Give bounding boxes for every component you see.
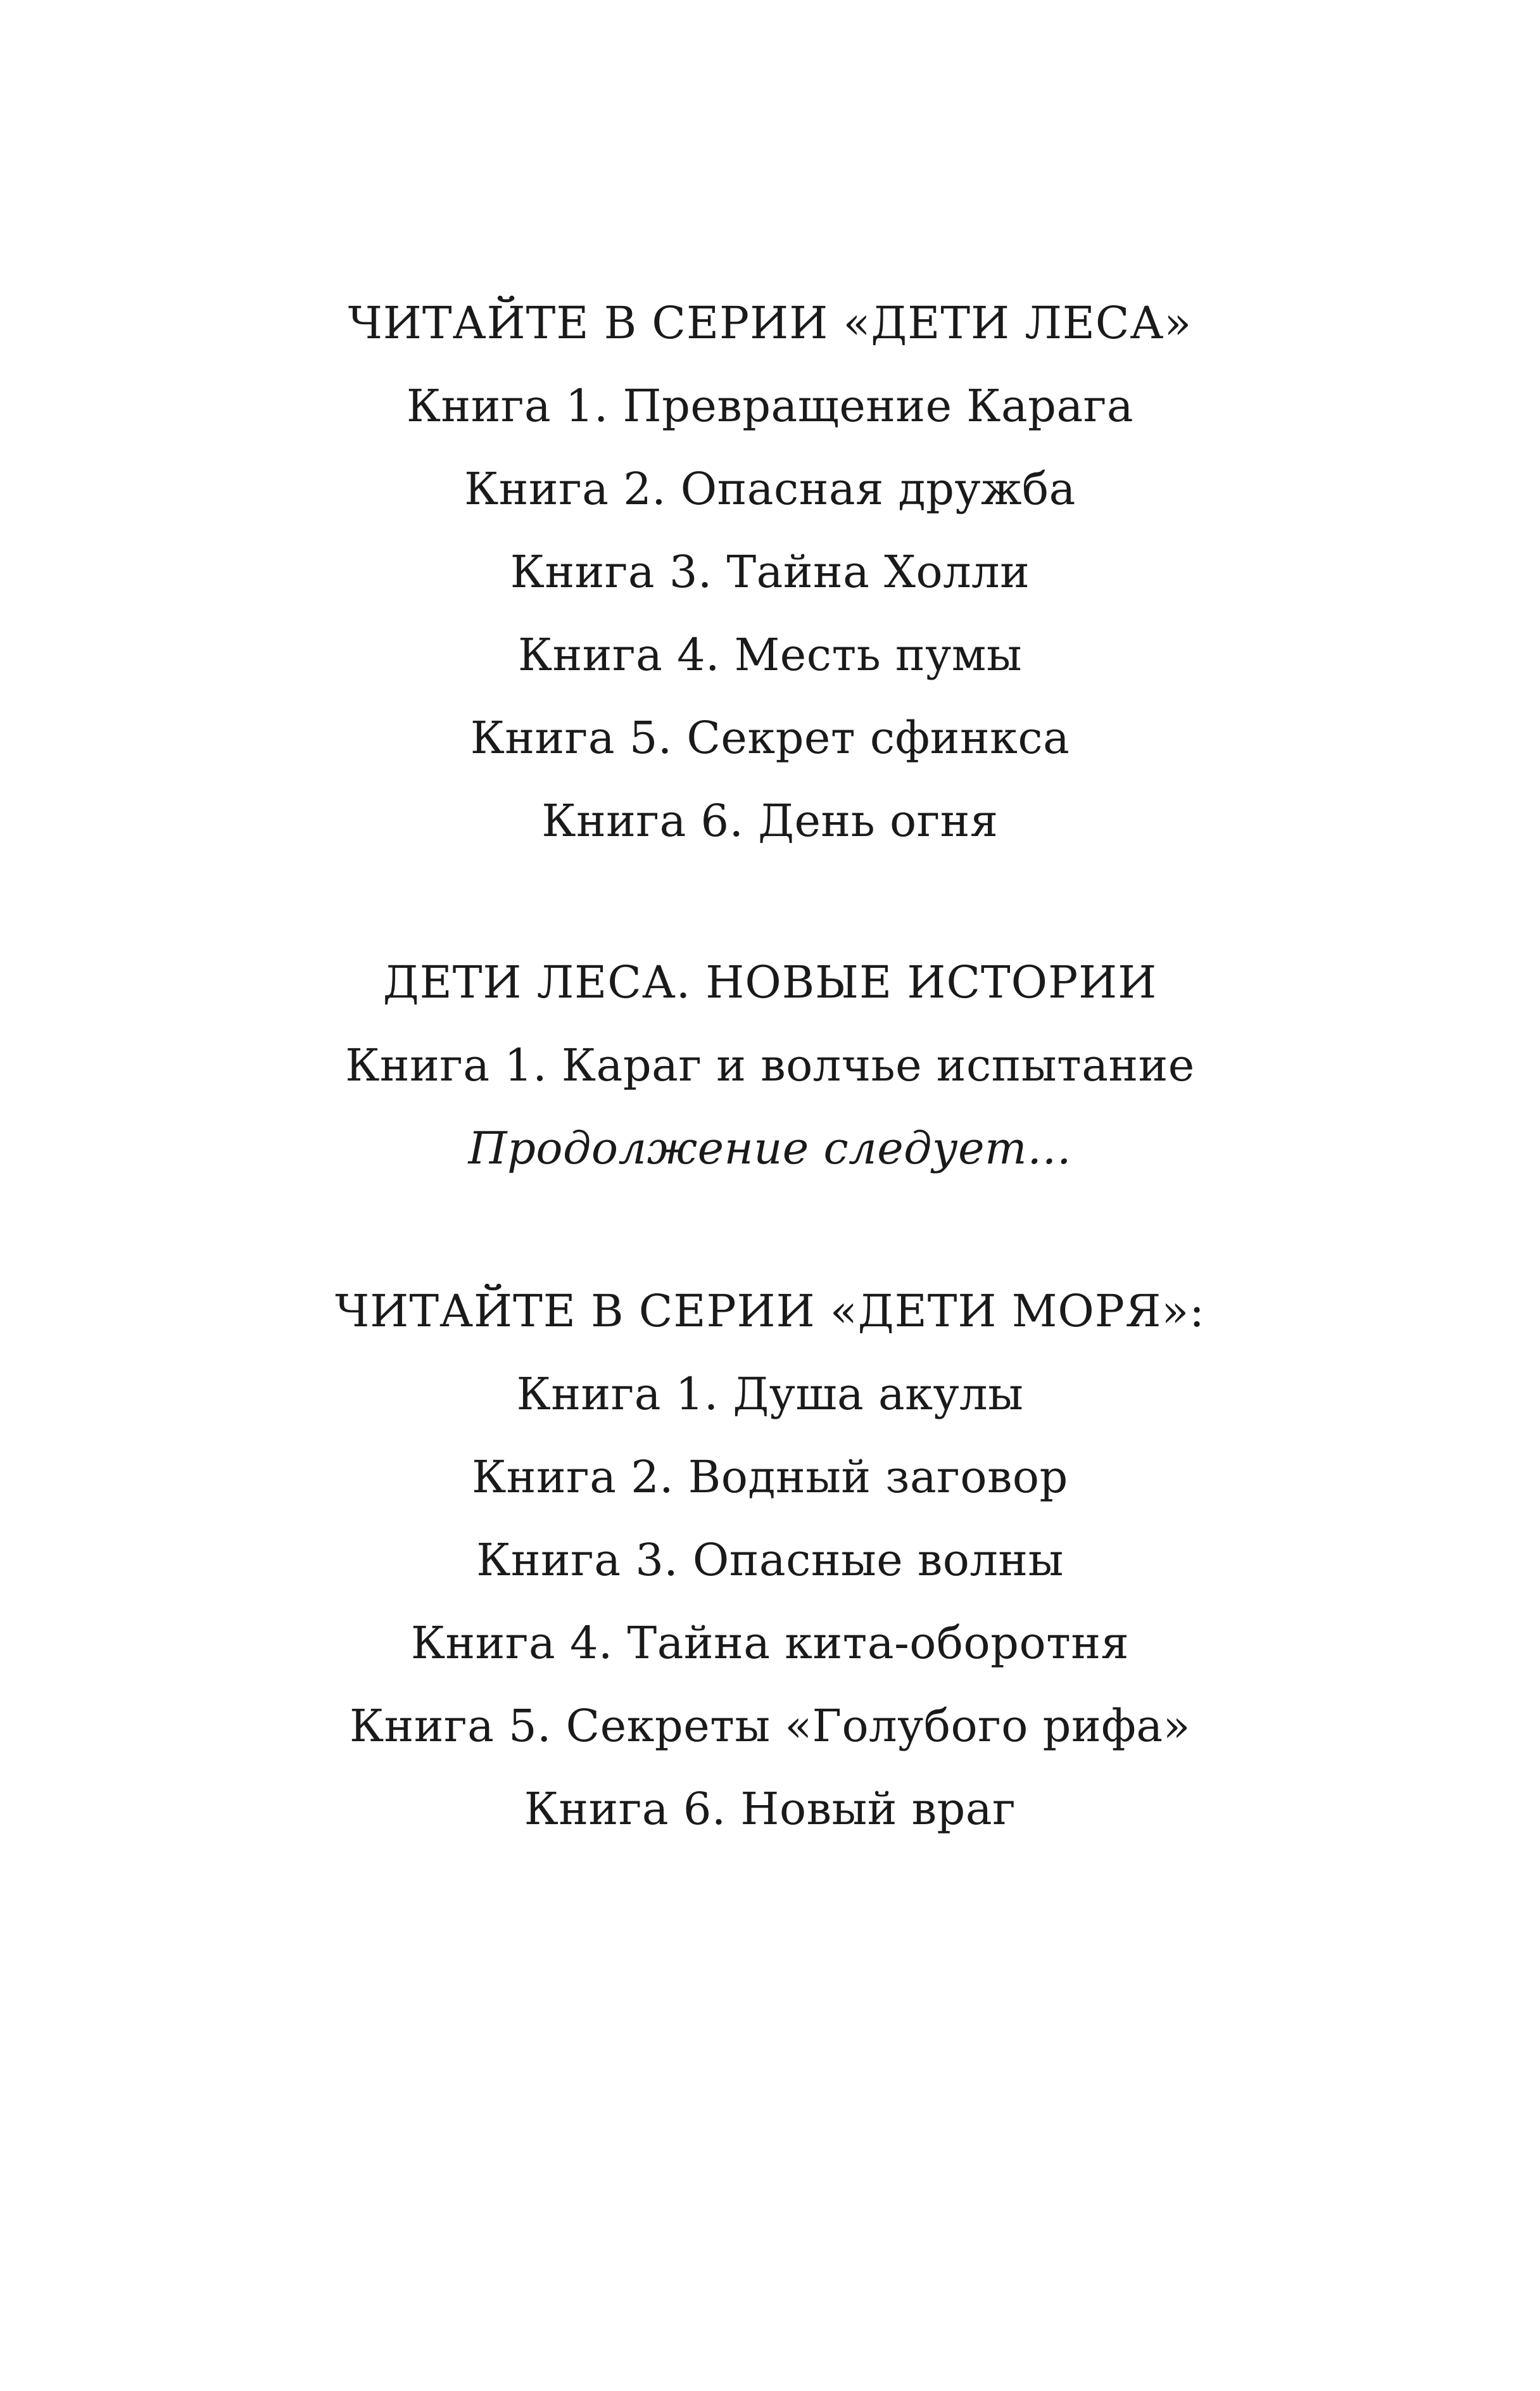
book-list-item: Книга 3. Опасные волны [476,1534,1064,1586]
book-list-item: Книга 5. Секреты «Голубого рифа» [350,1700,1190,1752]
book-list-item: Книга 4. Тайна кита-оборотня [410,1617,1130,1669]
book-list-item: Книга 6. День огня [541,795,999,847]
book-list-item: Книга 1. Превращение Карага [406,380,1134,432]
book-list-item: Книга 2. Опасная дружба [464,463,1076,515]
book-list-item: Книга 1. Караг и волчье испытание [345,1039,1195,1091]
book-list-item: Книга 6. Новый враг [524,1783,1016,1835]
book-list-item: Книга 5. Секрет сфинкса [470,712,1070,764]
book-list-item: Книга 1. Душа акулы [516,1368,1024,1420]
book-list-item: Книга 4. Месть пумы [517,629,1023,681]
book-list-item: Книга 3. Тайна Холли [510,546,1030,598]
book-list-item: Книга 2. Водный заговор [472,1451,1068,1503]
section-heading-children-of-sea: ЧИТАЙТЕ В СЕРИИ «ДЕТИ МОРЯ»: [335,1285,1205,1337]
section-heading-children-of-forest: ЧИТАЙТЕ В СЕРИИ «ДЕТИ ЛЕСА» [348,297,1192,349]
section-heading-new-stories: ДЕТИ ЛЕСА. НОВЫЕ ИСТОРИИ [382,956,1158,1008]
to-be-continued-note: Продолжение следует… [468,1122,1072,1174]
